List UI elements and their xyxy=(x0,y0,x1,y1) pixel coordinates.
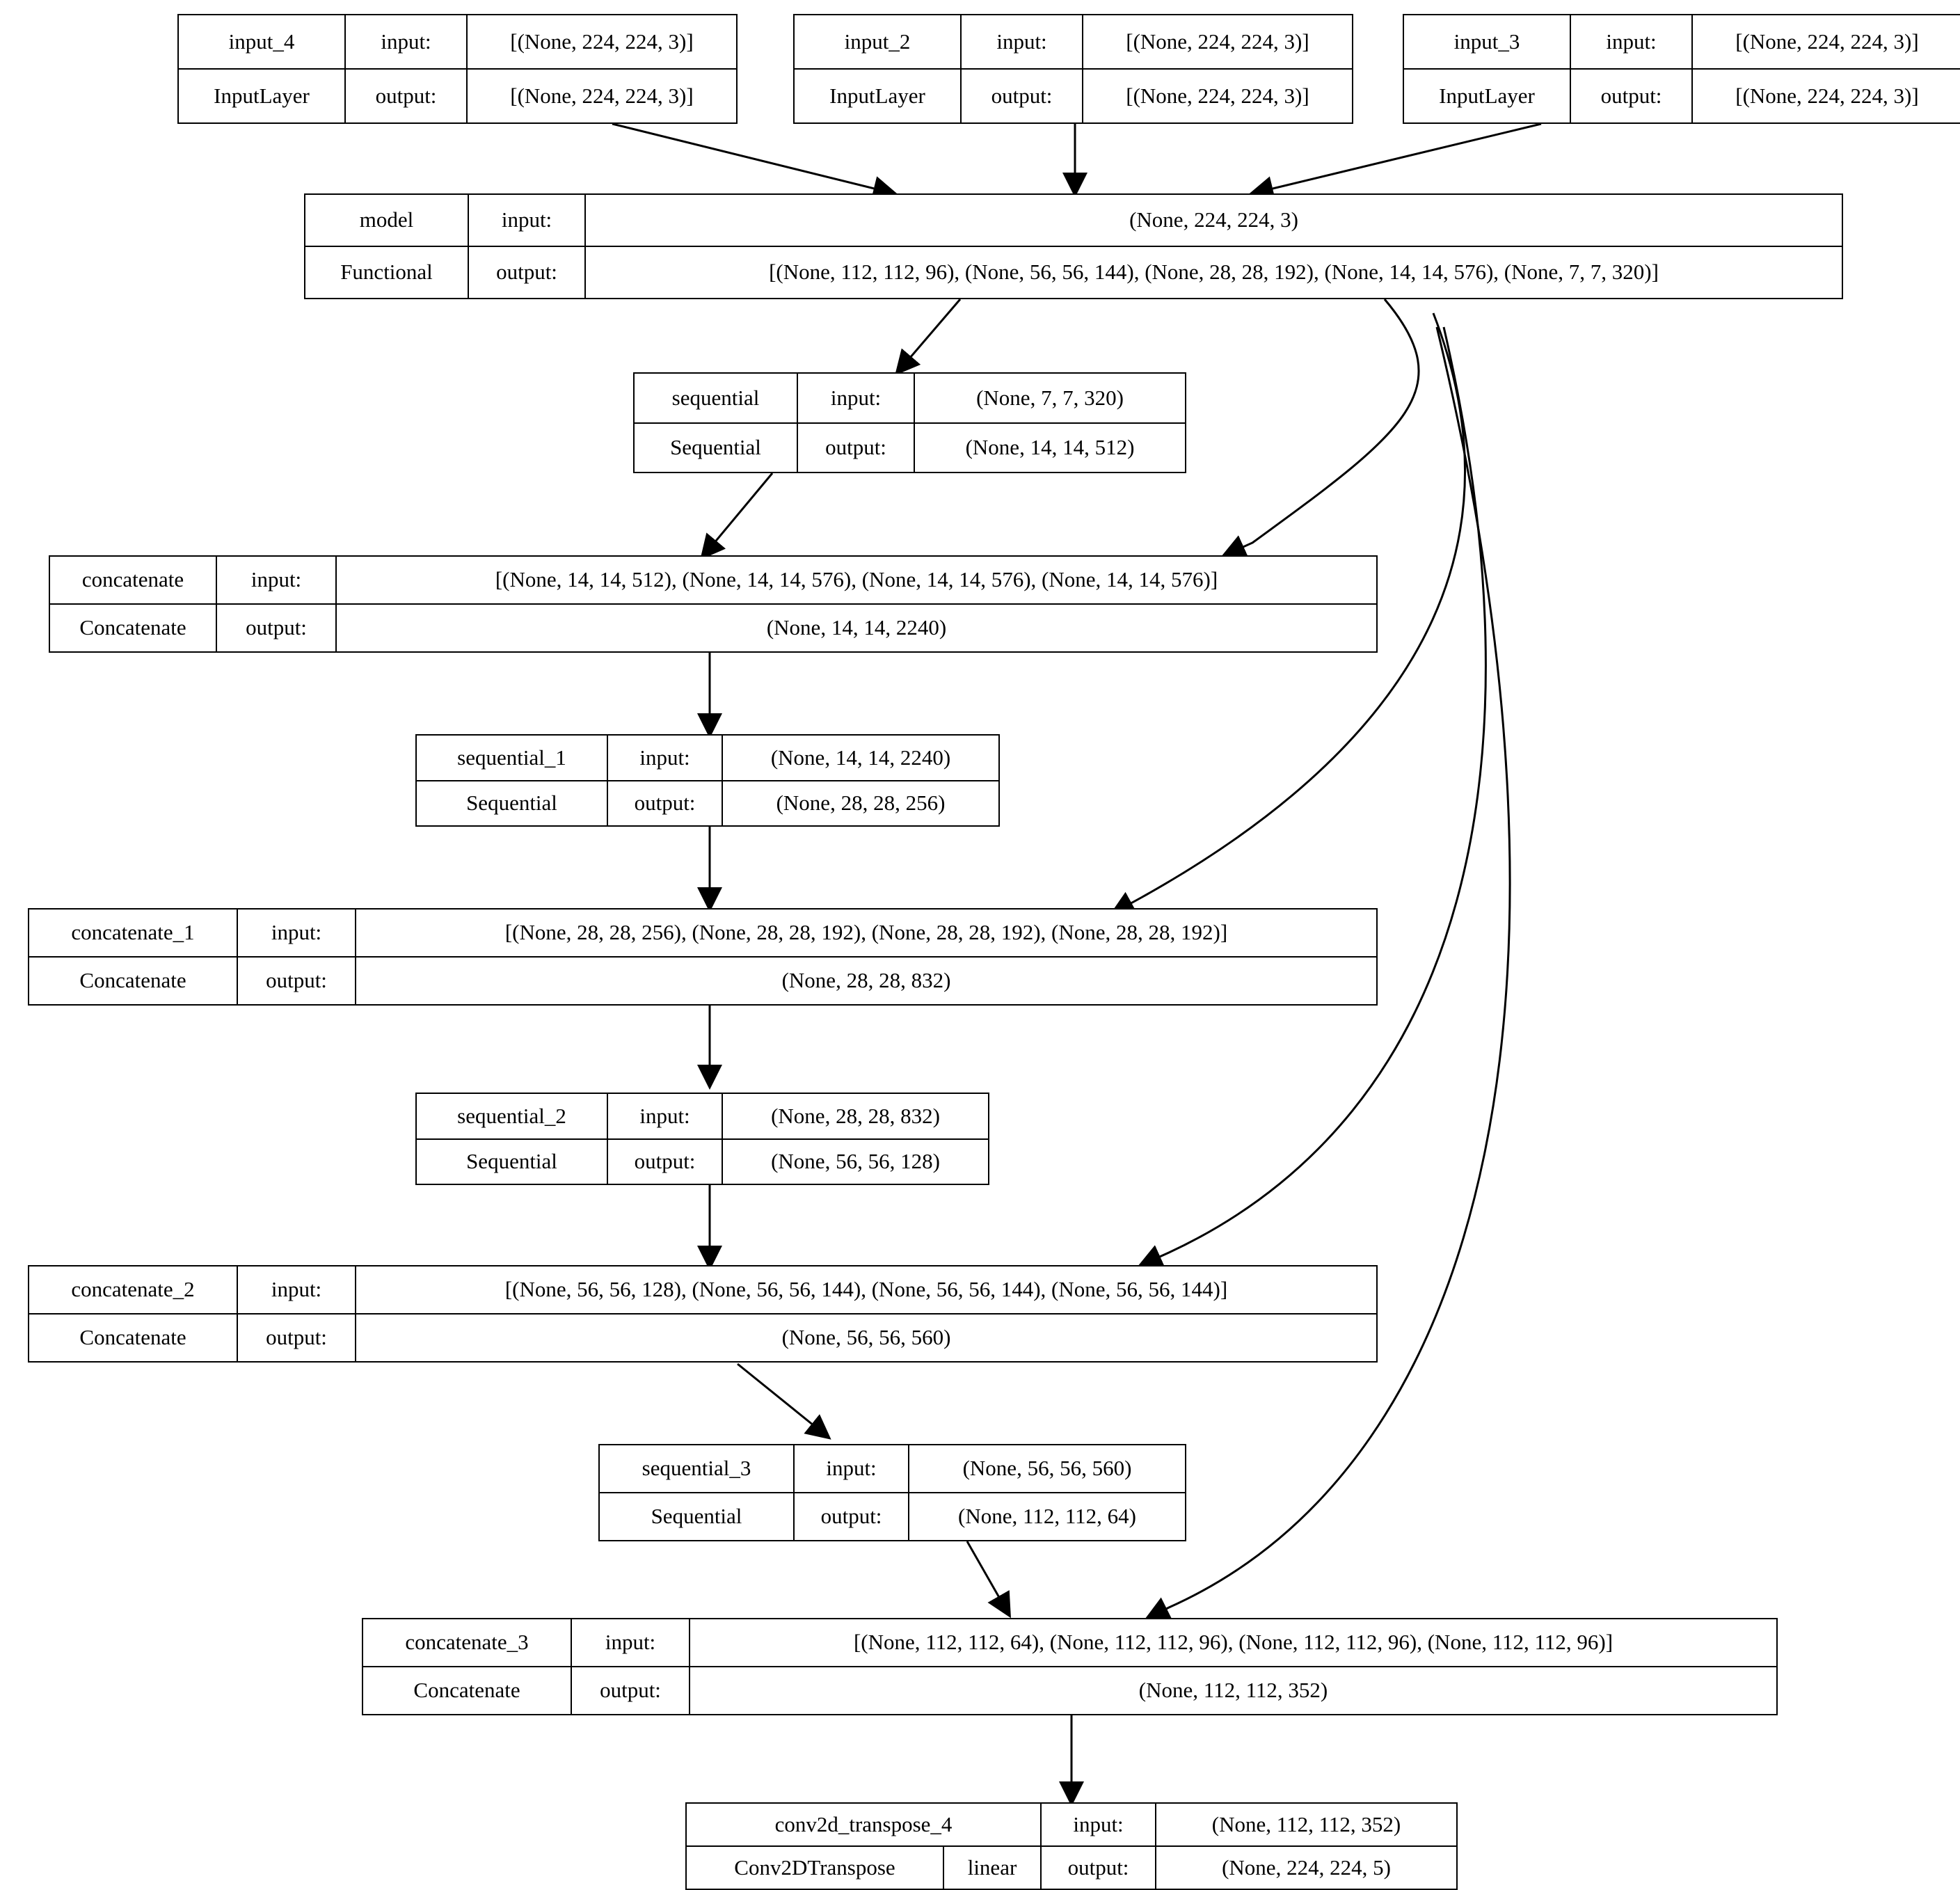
node-row-bottom xyxy=(305,247,1842,298)
node-input-shape: (None, 224, 224, 3) xyxy=(1129,207,1298,232)
node-input-label: input: xyxy=(572,1619,690,1666)
node-input-label: input: xyxy=(608,1094,723,1138)
node-row-bottom xyxy=(29,1315,1376,1361)
node-row-top xyxy=(305,195,1842,247)
node-title: input_2 xyxy=(795,15,962,68)
node-title: sequential_1 xyxy=(417,736,608,780)
node-concatenate_3[interactable] xyxy=(362,1618,1778,1715)
node-input-shape: (None, 112, 112, 352) xyxy=(1211,1811,1401,1836)
node-output-shape: (None, 14, 14, 512) xyxy=(965,435,1135,460)
node-output-shape: (None, 28, 28, 832) xyxy=(781,968,951,993)
node-input-shape: (None, 14, 14, 2240) xyxy=(770,745,951,770)
node-row-top xyxy=(795,15,1352,70)
node-row-top xyxy=(29,910,1376,958)
node-row-bottom xyxy=(29,958,1376,1004)
node-type: Concatenate xyxy=(363,1667,572,1714)
node-output-label: output: xyxy=(238,1315,356,1361)
node-output-shape: (None, 56, 56, 128) xyxy=(771,1149,940,1174)
node-input-shape: (None, 56, 56, 560) xyxy=(962,1456,1132,1481)
node-title: sequential_2 xyxy=(417,1094,608,1138)
node-title: sequential_3 xyxy=(600,1445,795,1492)
node-output-shape: [(None, 224, 224, 3)] xyxy=(510,83,694,108)
node-type: Concatenate xyxy=(29,958,238,1004)
node-input-shape: [(None, 224, 224, 3)] xyxy=(1735,29,1919,54)
node-output-shape: [(None, 112, 112, 96), (None, 56, 56, 144), (None, 28, 28, 192), (None, 14, 14, 576), (None, 7, 7, 320)] xyxy=(769,260,1659,285)
node-row-top xyxy=(363,1619,1776,1667)
node-output-shape: (None, 224, 224, 5) xyxy=(1222,1855,1391,1880)
node-row-top xyxy=(635,374,1185,424)
node-sequential_3[interactable] xyxy=(598,1444,1186,1541)
node-sequential[interactable] xyxy=(633,372,1186,473)
node-type: InputLayer xyxy=(795,70,962,122)
node-row-top xyxy=(600,1445,1185,1493)
node-output-label: output: xyxy=(238,958,356,1004)
node-input-shape: [(None, 224, 224, 3)] xyxy=(1126,29,1309,54)
node-activation: linear xyxy=(944,1847,1042,1889)
node-input-label: input: xyxy=(962,15,1083,68)
node-input-label: input: xyxy=(1042,1804,1156,1845)
node-output-shape: [(None, 224, 224, 3)] xyxy=(1126,83,1309,108)
node-type: Sequential xyxy=(635,424,798,472)
node-concatenate_1[interactable] xyxy=(28,908,1378,1006)
node-output-label: output: xyxy=(1042,1847,1156,1889)
node-output-shape: (None, 112, 112, 64) xyxy=(958,1504,1136,1529)
node-input-label: input: xyxy=(346,15,468,68)
node-input-shape: (None, 7, 7, 320) xyxy=(976,385,1124,410)
node-type: InputLayer xyxy=(179,70,346,122)
node-input-label: input: xyxy=(238,910,356,956)
node-row-top xyxy=(417,736,998,781)
node-type: Sequential xyxy=(417,781,608,826)
node-output-label: output: xyxy=(572,1667,690,1714)
node-type: Concatenate xyxy=(50,605,217,651)
node-output-shape: (None, 56, 56, 560) xyxy=(781,1325,951,1350)
node-row-top xyxy=(687,1804,1456,1847)
node-input-label: input: xyxy=(217,557,337,603)
node-row-bottom xyxy=(363,1667,1776,1714)
node-output-label: output: xyxy=(962,70,1083,122)
node-row-top xyxy=(179,15,736,70)
node-output-shape: (None, 28, 28, 256) xyxy=(776,791,946,816)
node-input_2[interactable] xyxy=(793,14,1353,124)
node-input-shape: [(None, 112, 112, 64), (None, 112, 112, 96), (None, 112, 112, 96), (None, 112, 112, 96)] xyxy=(853,1630,1614,1655)
node-input-shape: [(None, 224, 224, 3)] xyxy=(510,29,694,54)
node-sequential_2[interactable] xyxy=(415,1093,989,1185)
node-output-shape: [(None, 224, 224, 3)] xyxy=(1735,83,1919,108)
node-sequential_1[interactable] xyxy=(415,734,1000,827)
node-output-shape: (None, 112, 112, 352) xyxy=(1138,1678,1328,1703)
node-output-label: output: xyxy=(608,781,723,826)
node-output-label: output: xyxy=(608,1140,723,1184)
node-input-shape: [(None, 14, 14, 512), (None, 14, 14, 576), (None, 14, 14, 576), (None, 14, 14, 576)] xyxy=(495,567,1218,592)
node-output-shape: (None, 14, 14, 2240) xyxy=(766,615,947,640)
node-title: concatenate_2 xyxy=(29,1266,238,1313)
node-type: Conv2DTranspose xyxy=(687,1847,944,1889)
node-input-label: input: xyxy=(1571,15,1693,68)
node-title: conv2d_transpose_4 xyxy=(687,1804,1042,1845)
node-row-bottom xyxy=(600,1493,1185,1540)
node-input-shape: (None, 28, 28, 832) xyxy=(771,1103,940,1128)
node-row-top xyxy=(417,1094,988,1140)
node-conv2d_transpose_4[interactable] xyxy=(685,1802,1458,1890)
node-input-shape: [(None, 56, 56, 128), (None, 56, 56, 144), (None, 56, 56, 144), (None, 56, 56, 144)] xyxy=(504,1277,1228,1302)
node-title: concatenate xyxy=(50,557,217,603)
node-input_3[interactable] xyxy=(1403,14,1960,124)
node-type: Concatenate xyxy=(29,1315,238,1361)
node-output-label: output: xyxy=(469,247,586,298)
node-row-bottom xyxy=(50,605,1376,651)
node-row-bottom xyxy=(417,781,998,826)
node-row-bottom xyxy=(795,70,1352,122)
node-type: Functional xyxy=(305,247,469,298)
node-row-bottom xyxy=(179,70,736,122)
node-input-label: input: xyxy=(469,195,586,246)
node-row-bottom xyxy=(1404,70,1960,122)
node-input-label: input: xyxy=(795,1445,909,1492)
node-output-label: output: xyxy=(346,70,468,122)
node-output-label: output: xyxy=(795,1493,909,1540)
node-type: Sequential xyxy=(417,1140,608,1184)
node-title: concatenate_1 xyxy=(29,910,238,956)
node-input-shape: [(None, 28, 28, 256), (None, 28, 28, 192), (None, 28, 28, 192), (None, 28, 28, 192)] xyxy=(504,920,1228,945)
node-concatenate_2[interactable] xyxy=(28,1265,1378,1363)
node-output-label: output: xyxy=(798,424,915,472)
node-title: concatenate_3 xyxy=(363,1619,572,1666)
node-output-label: output: xyxy=(1571,70,1693,122)
node-title: input_3 xyxy=(1404,15,1571,68)
node-row-bottom xyxy=(687,1847,1456,1889)
node-input-label: input: xyxy=(608,736,723,780)
node-input-label: input: xyxy=(238,1266,356,1313)
node-model[interactable] xyxy=(304,193,1843,299)
node-title: input_4 xyxy=(179,15,346,68)
node-row-bottom xyxy=(417,1140,988,1184)
node-concatenate[interactable] xyxy=(49,555,1378,653)
node-row-top xyxy=(1404,15,1960,70)
node-title: sequential xyxy=(635,374,798,422)
node-input-label: input: xyxy=(798,374,915,422)
node-row-top xyxy=(50,557,1376,605)
node-output-label: output: xyxy=(217,605,337,651)
node-title: model xyxy=(305,195,469,246)
node-row-bottom xyxy=(635,424,1185,472)
node-type: Sequential xyxy=(600,1493,795,1540)
node-type: InputLayer xyxy=(1404,70,1571,122)
node-input_4[interactable] xyxy=(177,14,738,124)
node-row-top xyxy=(29,1266,1376,1315)
